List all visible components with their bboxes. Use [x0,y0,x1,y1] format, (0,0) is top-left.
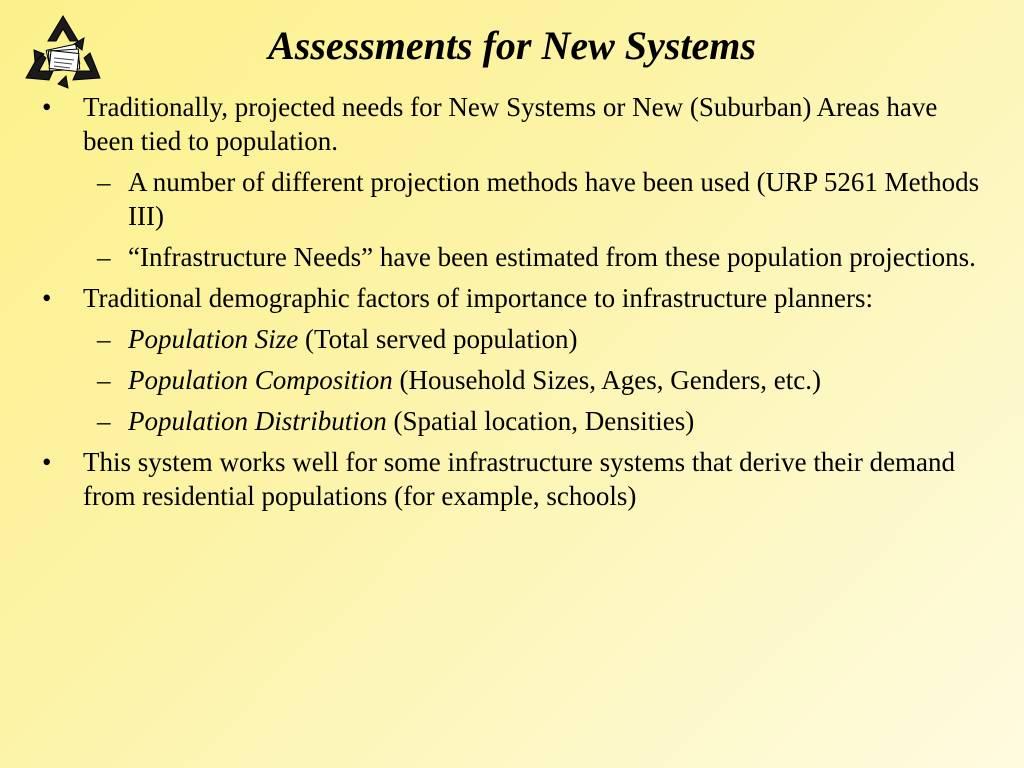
sub-bullet-item [40,363,980,397]
sub-bullet-item [40,240,980,274]
bullet-marker: • [42,447,52,477]
sub-bullet-term: Population Distribution [128,406,387,436]
sub-bullet-text: (Total served population) [305,324,578,354]
bullet-item [40,281,980,315]
sub-bullet-text: A number of different projection methods have been used (URP 5261 Methods III) [128,167,980,231]
sub-bullet-term: Population Size [128,324,299,354]
sub-bullet-item [40,165,980,233]
sub-bullet-item [40,322,980,356]
bullet-marker: • [42,92,52,122]
sub-bullet-text: “Infrastructure Needs” have been estimated from these population projections. [128,242,976,272]
slide-title: Assessments for New Systems [268,23,756,68]
sub-bullet-text: (Household Sizes, Ages, Genders, etc.) [399,365,821,395]
bullet-text: Traditionally, projected needs for New Systems or New (Suburban) Areas have been tied to population. [83,92,938,156]
sub-bullet-text: (Spatial location, Densities) [393,406,695,436]
bullet-text: This system works well for some infrastructure systems that derive their demand from residential populations (for example, schools) [83,447,956,511]
dash-marker: – [97,406,111,436]
bullet-list [40,90,980,513]
bullet-item [40,90,980,158]
bullet-text: Traditional demographic factors of importance to infrastructure planners: [83,283,874,313]
bullet-item [40,445,980,513]
sub-bullet-item [40,404,980,438]
bullet-marker: • [42,283,52,313]
sub-bullet-term: Population Composition [128,365,393,395]
dash-marker: – [97,242,111,272]
dash-marker: – [97,167,111,197]
dash-marker: – [97,324,111,354]
dash-marker: – [97,365,111,395]
